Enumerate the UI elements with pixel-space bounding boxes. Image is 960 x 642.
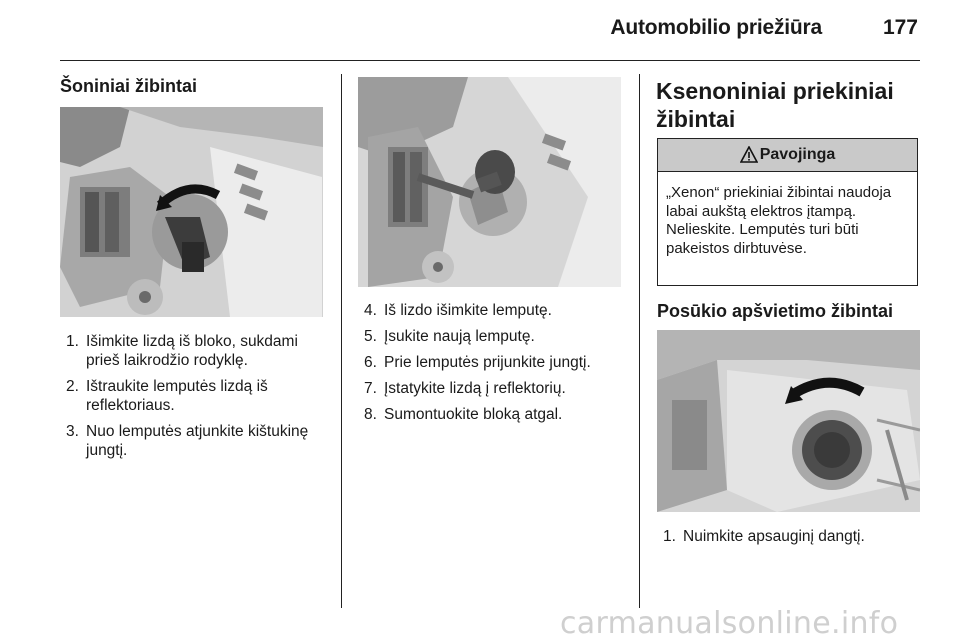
danger-notice bbox=[657, 138, 918, 286]
step-text: Prie lemputės prijunkite jungtį. bbox=[384, 354, 591, 371]
step-number: 6. bbox=[364, 354, 377, 371]
step-number: 5. bbox=[364, 328, 377, 345]
list-item bbox=[358, 379, 628, 398]
list-item bbox=[60, 332, 330, 370]
xenon-headlights-heading: Ksenoniniai priekiniai žibintai bbox=[656, 78, 894, 132]
step-text: Iš lizdo išimkite lemputę. bbox=[384, 302, 552, 319]
danger-notice-header bbox=[658, 139, 917, 172]
list-item bbox=[657, 527, 927, 546]
list-item bbox=[60, 422, 330, 460]
cornering-light-steps bbox=[657, 527, 927, 553]
running-header-title: Automobilio priežiūra bbox=[610, 16, 822, 39]
warning-triangle-icon bbox=[740, 146, 758, 164]
step-text: Įsukite naują lemputę. bbox=[384, 328, 535, 345]
watermark: carmanualsonline.info bbox=[560, 606, 899, 641]
column-divider-2 bbox=[639, 74, 640, 608]
step-text: Įstatykite lizdą į reflektorių. bbox=[384, 380, 566, 397]
step-number: 3. bbox=[66, 423, 79, 440]
column-divider-1 bbox=[341, 74, 342, 608]
bulb-replacement-steps bbox=[358, 301, 628, 431]
cornering-light-photo bbox=[657, 330, 920, 512]
step-number: 8. bbox=[364, 406, 377, 423]
side-lights-heading: Šoniniai žibintai bbox=[60, 76, 198, 96]
step-text: Sumontuokite bloką atgal. bbox=[384, 406, 563, 423]
page-number: 177 bbox=[882, 16, 918, 39]
step-text: Nuo lemputės atjunkite kištukinę jungtį. bbox=[86, 423, 309, 459]
side-light-socket-photo bbox=[60, 107, 323, 317]
step-number: 2. bbox=[66, 378, 79, 395]
list-item bbox=[358, 405, 628, 424]
step-number: 7. bbox=[364, 380, 377, 397]
list-item bbox=[358, 327, 628, 346]
step-number: 4. bbox=[364, 302, 377, 319]
step-text: Nuimkite apsauginį dangtį. bbox=[683, 528, 865, 545]
list-item bbox=[60, 377, 330, 415]
step-text: Ištraukite lemputės lizdą iš reflektoriaus. bbox=[86, 378, 268, 414]
step-number: 1. bbox=[66, 333, 79, 350]
list-item bbox=[358, 301, 628, 320]
list-item bbox=[358, 353, 628, 372]
cornering-lights-heading: Posūkio apšvietimo žibintai bbox=[657, 301, 894, 321]
side-light-steps bbox=[60, 332, 330, 467]
step-text: Išimkite lizdą iš bloko, sukdami prieš laikrodžio rodyklę. bbox=[86, 333, 298, 369]
header-rule bbox=[60, 60, 920, 61]
danger-label: Pavojinga bbox=[759, 146, 836, 163]
danger-text: „Xenon“ priekiniai žibintai naudoja labai aukštą elektros įtampą. Nelieskite. Lemputės turi būti pakeistos dirbtuvėse. bbox=[666, 184, 892, 257]
bulb-removal-photo bbox=[358, 77, 621, 287]
step-number: 1. bbox=[663, 528, 676, 545]
